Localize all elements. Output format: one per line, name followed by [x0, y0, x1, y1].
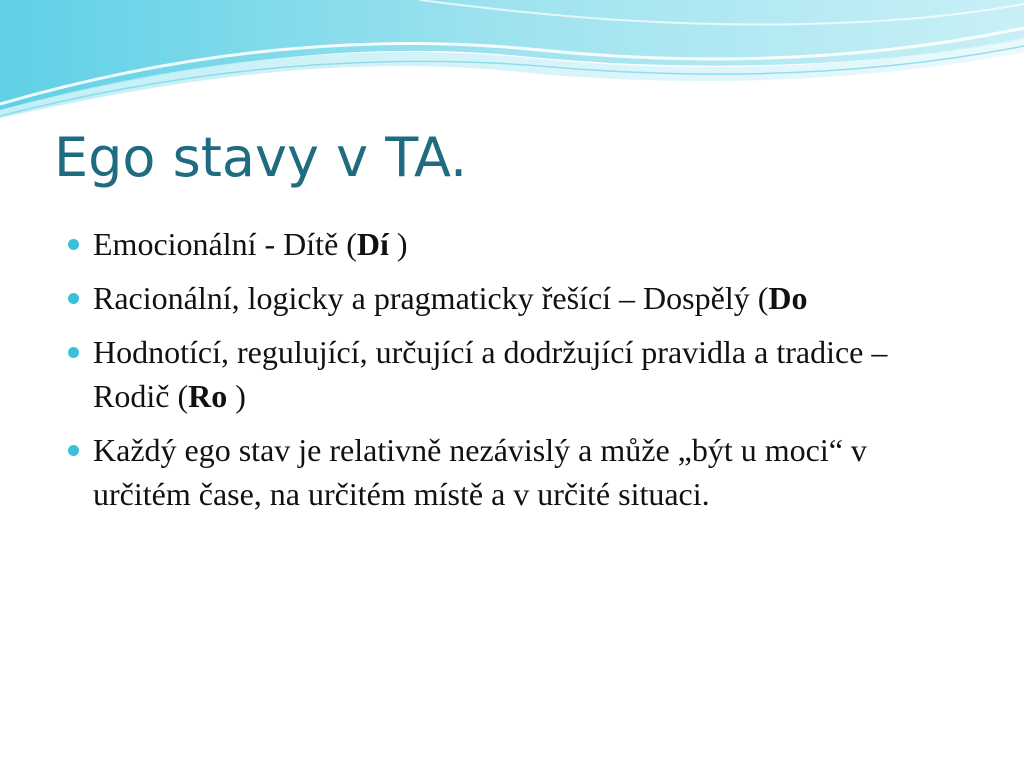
- bullet-item: [68, 428, 968, 516]
- bullet-item: [68, 276, 968, 320]
- bullet-text-part: Hodnotící, regulující, určující a dodržující pravidla a tradice – Rodič (: [93, 334, 888, 414]
- bullet-list: [68, 222, 968, 526]
- slide-title: Ego stavy v TA.: [54, 126, 468, 189]
- bullet-bold-abbrev: Do: [768, 280, 808, 316]
- bullet-text-part: ): [227, 378, 246, 414]
- bullet-text: [93, 334, 887, 414]
- bullet-dot-icon: [68, 347, 79, 358]
- bullet-dot-icon: [68, 239, 79, 250]
- bullet-text-part: Emocionální - Dítě (: [93, 226, 357, 262]
- bullet-text-part: ): [388, 226, 408, 262]
- bullet-text-part: Racionální, logicky a pragmaticky řešící – Dospělý (: [93, 280, 769, 316]
- bullet-text: [93, 280, 807, 316]
- bullet-dot-icon: [68, 293, 79, 304]
- bullet-dot-icon: [68, 445, 79, 456]
- bullet-text-part: Každý ego stav je relativně nezávislý a může „být u moci“ v určitém čase, na určitém místě a v určité situaci.: [93, 432, 867, 512]
- bullet-bold-abbrev: Ro: [188, 378, 228, 414]
- bullet-item: [68, 330, 968, 418]
- bullet-text: [93, 432, 867, 512]
- bullet-text: [93, 226, 408, 262]
- bullet-item: [68, 222, 968, 266]
- bullet-bold-abbrev: Dí: [356, 226, 389, 262]
- header-wave-decoration: [0, 0, 1024, 130]
